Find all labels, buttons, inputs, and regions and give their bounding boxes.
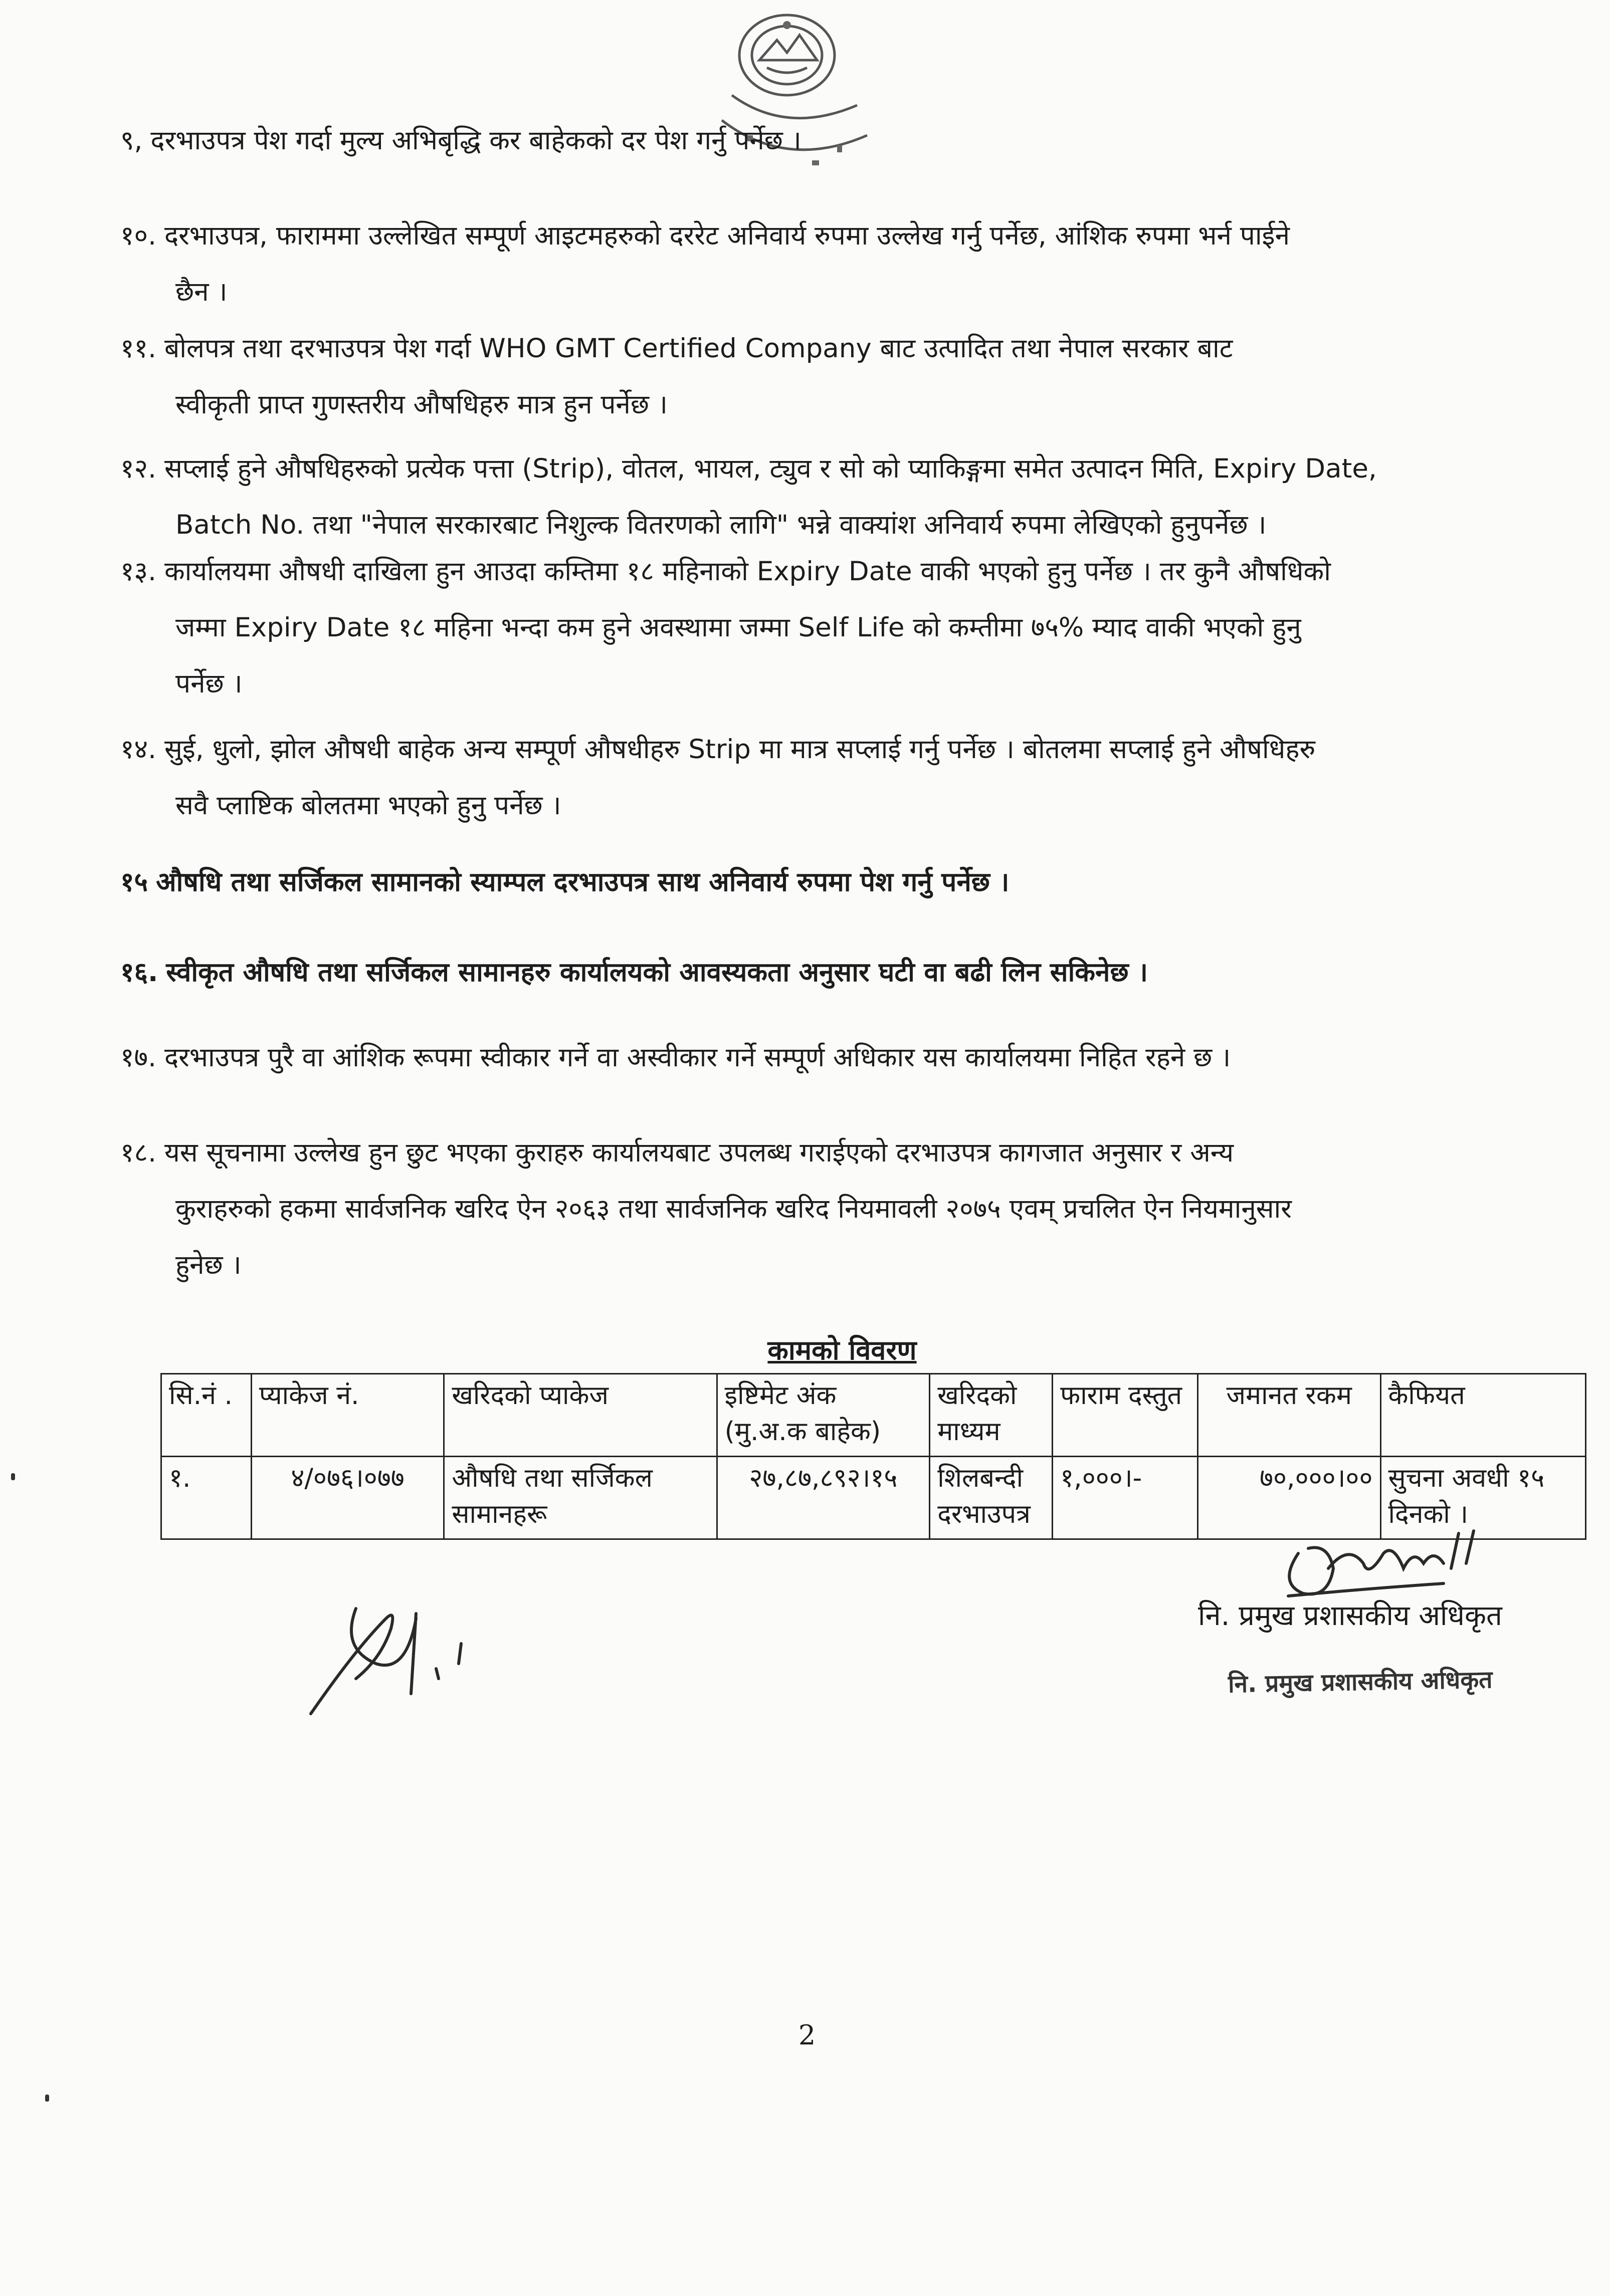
clause-13 bbox=[120, 544, 1544, 712]
clause-15 bbox=[120, 854, 1544, 910]
header-procurement-package: खरिदको प्याकेज bbox=[444, 1374, 717, 1457]
header-remarks: कैफियत bbox=[1380, 1374, 1586, 1457]
clause-number: १३. bbox=[120, 556, 156, 587]
officer-stamp: नि. प्रमुख प्रशासकीय अधिकृत bbox=[1228, 1666, 1493, 1699]
clause-14 bbox=[120, 722, 1544, 834]
clause-text: यस सूचनामा उल्लेख हुन छुट भएका कुराहरु कार्यालयबाट उपलब्ध गराईएको दरभाउपत्र कागजात अनुसार र अन्य bbox=[164, 1137, 1234, 1168]
government-seal-icon bbox=[647, 10, 927, 200]
clause-number: १६. bbox=[120, 957, 158, 988]
clause-text: बोलपत्र तथा दरभाउपत्र पेश गर्दा WHO GMT Certified Company बाट उत्पादित तथा नेपाल सरकार बाट bbox=[164, 333, 1233, 364]
officer-title: नि. प्रमुख प्रशासकीय अधिकृत bbox=[1198, 1599, 1502, 1632]
clause-text-continued: कुराहरुको हकमा सार्वजनिक खरिद ऐन २०६३ तथा सार्वजनिक खरिद नियमावली २०७५ एवम् प्रचलित ऐन नियमानुसार bbox=[175, 1194, 1292, 1224]
work-details-table bbox=[160, 1373, 1586, 1540]
clause-text-continued: छैन । bbox=[175, 277, 228, 307]
clause-number: ११. bbox=[120, 333, 156, 364]
table-title: कामको विवरण bbox=[767, 1334, 917, 1366]
header-procurement-method: खरिदको माध्यम bbox=[930, 1374, 1053, 1457]
cell-remarks: सुचना अवधी १५ दिनको । bbox=[1380, 1457, 1586, 1539]
header-form-fee: फाराम दस्तुत bbox=[1053, 1374, 1198, 1457]
cell-procurement-method: शिलबन्दी दरभाउपत्र bbox=[930, 1457, 1053, 1539]
clause-number: १७. bbox=[120, 1042, 156, 1073]
clause-18 bbox=[120, 1125, 1544, 1293]
cell-package-no: ४/०७६।०७७ bbox=[251, 1457, 444, 1539]
header-estimate: इष्टिमेट अंक (मु.अ.क बाहेक) bbox=[717, 1374, 930, 1457]
clause-number: ९, bbox=[120, 125, 143, 156]
page-number: 2 bbox=[798, 2019, 816, 2051]
table-header-row bbox=[161, 1374, 1586, 1457]
clause-number: १५ bbox=[120, 867, 148, 897]
clause-text: सप्लाई हुने औषधिहरुको प्रत्येक पत्ता (Strip), वोतल, भायल, ट्युव र सो को प्याकिङ्गमा समेत उत्पादन मिति, Expiry Date, bbox=[164, 453, 1377, 484]
clause-16 bbox=[120, 945, 1544, 1001]
clause-10 bbox=[120, 208, 1544, 320]
clause-9 bbox=[120, 113, 1544, 169]
cell-form-fee: १,०००।- bbox=[1053, 1457, 1198, 1539]
cell-procurement-package: औषधि तथा सर्जिकल सामानहरू bbox=[444, 1457, 717, 1539]
clause-12 bbox=[120, 441, 1544, 553]
cell-estimate: २७,८७,८९२।१५ bbox=[717, 1457, 930, 1539]
clause-text: कार्यालयमा औषधी दाखिला हुन आउदा कम्तिमा १८ महिनाको Expiry Date वाकी भएको हुनु पर्नेछ । तर कुनै औषधिको bbox=[164, 556, 1331, 587]
clause-text: औषधि तथा सर्जिकल सामानको स्याम्पल दरभाउपत्र साथ अनिवार्य रुपमा पेश गर्नु पर्नेछ । bbox=[156, 867, 1010, 897]
cell-serial: १. bbox=[161, 1457, 252, 1539]
signature-icon bbox=[296, 1588, 506, 1724]
header-security-amount: जमानत रकम bbox=[1197, 1374, 1380, 1457]
clause-number: १८. bbox=[120, 1137, 156, 1168]
cell-security-amount: ७०,०००।०० bbox=[1197, 1457, 1380, 1539]
clause-11 bbox=[120, 321, 1544, 433]
clause-number: १४. bbox=[120, 734, 156, 765]
clause-text-continued: जम्मा Expiry Date १८ महिना भन्दा कम हुने अवस्थामा जम्मा Self Life को कम्तीमा ७५% म्याद वाकी भएको हुनु bbox=[175, 612, 1301, 643]
clause-text-continued: Batch No. तथा "नेपाल सरकारबाट निशुल्क वितरणको लागि" भन्ने वाक्यांश अनिवार्य रुपमा लेखिएको हुनुपर्नेछ । bbox=[175, 510, 1267, 540]
header-package-no: प्याकेज नं. bbox=[251, 1374, 444, 1457]
scan-speck bbox=[11, 1473, 15, 1480]
clause-number: १०. bbox=[120, 220, 156, 251]
clause-text: दरभाउपत्र, फाराममा उल्लेखित सम्पूर्ण आइटमहरुको दररेट अनिवार्य रुपमा उल्लेख गर्नु पर्नेछ, आंशिक रुपमा भर्न पाईने bbox=[164, 220, 1290, 251]
clause-text: सुई, धुलो, झोल औषधी बाहेक अन्य सम्पूर्ण औषधीहरु Strip मा मात्र सप्लाई गर्नु पर्नेछ । बोतलमा सप्लाई हुने औषधिहरु bbox=[164, 734, 1316, 765]
clause-text-continued: स्वीकृती प्राप्त गुणस्तरीय औषधिहरु मात्र हुन पर्नेछ । bbox=[175, 389, 668, 420]
clause-text: दरभाउपत्र पुरै वा आंशिक रूपमा स्वीकार गर्ने वा अस्वीकार गर्ने सम्पूर्ण अधिकार यस कार्यालयमा निहित रहने छ । bbox=[164, 1042, 1231, 1073]
clause-text-continued: पर्नेछ । bbox=[175, 668, 243, 699]
clause-text: दरभाउपत्र पेश गर्दा मुल्य अभिबृद्धि कर बाहेकको दर पेश गर्नु पर्नेछ । bbox=[150, 125, 801, 156]
clause-17 bbox=[120, 1030, 1544, 1086]
clause-text-continued: हुनेछ । bbox=[175, 1250, 242, 1280]
clause-text-continued: सवै प्लाष्टिक बोलतमा भएको हुनु पर्नेछ । bbox=[175, 790, 561, 821]
header-serial: सि.नं . bbox=[161, 1374, 252, 1457]
clause-text: स्वीकृत औषधि तथा सर्जिकल सामानहरु कार्यालयको आवस्यकता अनुसार घटी वा बढी लिन सकिनेछ । bbox=[166, 957, 1148, 988]
clause-number: १२. bbox=[120, 453, 156, 484]
scan-speck bbox=[45, 2095, 49, 2102]
